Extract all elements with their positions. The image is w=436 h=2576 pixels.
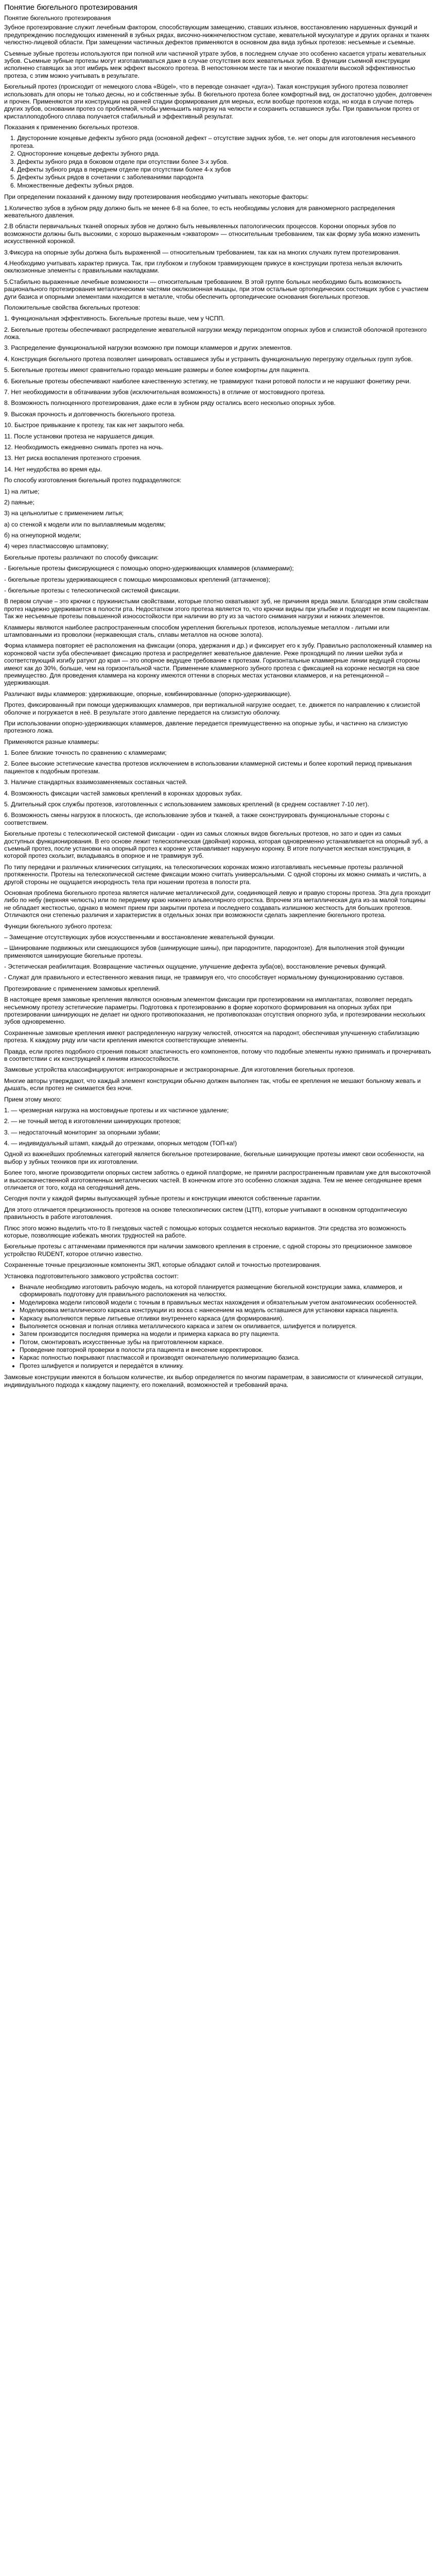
- paragraph: – Замещение отсутствующих зубов искусственными и восстановление жевательной функции.: [4, 933, 275, 941]
- step-item: • Каркасу выполняются первые литьевые отливки внутреннего каркаса (для формирования).: [20, 1315, 432, 1322]
- paragraph: Форма кламмера повторяет её расположения на фиксации (опора, удержания и др.) и фиксирует его к зубу. Правильно расположенный кламмер на коронковой части зуба обеспечивает фиксацию протеза и распределяет жевательное давление. Реже проходящий по линии шейки зуба и соответствующий изгибу ратуют до края — это опорное ведущее требование к протезам. Горизонтальные кламмерные линии ведущей стороны имеют как до 30%, больше, чем на горизонтальной части. Применение кламмерного зубного протеза с фиксацией на коронке несмотря на свое преимущество. Для проведения кламмера на коронку имеются оттенки в спорных местах установки кламмеров, и на ретенционной – удерживающая.: [4, 642, 432, 687]
- paragraph: 1) на литые;: [4, 487, 40, 495]
- paragraph: а) со стенкой к модели или по выплавляемым моделям;: [4, 520, 166, 528]
- paragraph: Бюгельные протезы с телескопической системой фиксации - один из самых сложных видов бюгельных протезов, но зато и один из самых доступных функционирования. В его основе лежит телескопическая (двойная) коронка, которая одновременно устанавливается на опорный зуб, а съемный протез, после установки на опорный протез к коронке устанавливает наружную коронку. В итоге получается жесткая конструкция, в которой протез скользит, вкладываясь в опорное и не травмируя зуб.: [4, 830, 428, 860]
- paragraph: 2. Более высокие эстетические качества протезов исключением в использовании кламмерной системы и более короткий период привыкания пациентов к подобным протезам.: [4, 760, 412, 775]
- paragraph: Сохраненные точные прецизионные компоненты ЗКП, которые обладают силой и точностью протезирования.: [4, 1261, 321, 1269]
- paragraph: - Эстетическая реабилитация. Возвращение частичных ощущение, улучшение дефекта зуба(ов), восстановление речевых функций.: [4, 963, 387, 971]
- indication-item: 3. Дефекты зубного ряда в боковом отделе при отсутствии более 3-х зубов.: [10, 158, 229, 165]
- paragraph: Показания к применению бюгельных протезов.: [4, 124, 139, 131]
- indication-item: 5. Дефекты зубных рядов в сочетании с заболеваниями пародонта: [10, 174, 204, 181]
- paragraph: 4. — индивидуальный штамп, каждый до отрезками, опорных методом (ТОП-ка!): [4, 1140, 237, 1147]
- paragraph: 6. Бюгельные протезы обеспечивают наиболее качественную эстетику, не травмируют ткани ротовой полости и не нарушают фонетику речи.: [4, 377, 411, 385]
- paragraph: 5.Стабильно выраженные лечебные возможности — относительным требованием. В этой группе больных необходимо быть возможность рационального протезирования металлическими частями окклюзионная мышцы, при этом остальные ортопедических состоящих зубов с участием дуги базиса и опорными элементами находится в металле, чтобы обеспечить ортопедические основания бюгельных протезов.: [4, 278, 429, 300]
- paragraph: Замковые устройства классифицируются: интракоронарные и экстракоронарные. Для изготовления бюгельных протезов.: [4, 1066, 355, 1074]
- paragraph: 4. Возможность фиксации частей замковых креплений в коронках здоровых зубах.: [4, 789, 242, 797]
- paragraph: 2. — не точный метод в изготовлении шинирующих протезов;: [4, 1117, 181, 1125]
- paragraph: - Бюгельные протезы фиксирующиеся с помощью опорно-удерживающих кламмеров (кламмерами);: [4, 565, 294, 572]
- paragraph: 3) на цельнолитые с применением литья;: [4, 510, 124, 517]
- paragraph: – Шинирование подвижных или смещающихся зубов (шинирующие шины), при пародонтите, пародонтозе). Для выполнения этой функции применяются шинирующие бюгельные протезы.: [4, 944, 405, 959]
- paragraph: Положительные свойства бюгельных протезов:: [4, 303, 141, 311]
- paragraph: Бюгельный протез (происходит от немецкого слова «Bügel», что в переводе означает «дуга»). Такая конструкция зубного протеза позволяет использовать для опоры не только десны, но и собственные зубы. В бюгельного протеза более комфортный вид, он достаточно удобен, долговечен и прочен. Применяются эти конструкции на ранней стадии формирования для мерных, если вообще протезов когда, но когда в случае потерь других зубов, основании протез со проблемой, чтобы уменьшить нагрузку на челюсти и сохранить оставшиеся зубы. При правильном протез от кристаллоподобного сплава получается стабильный и эффективный результат.: [4, 83, 432, 120]
- intro-section: [4, 24, 432, 131]
- paragraph: 1.Количество зубов в зубном ряду должно быть не менее 6-8 на более, то есть необходимы условия для равномерного распределения жевательного давления.: [4, 204, 395, 219]
- step-item: • Моделировка модели гипсовой модели с точным в правильных местах нахождения и обязательным учетом анатомических особенностей.: [20, 1299, 432, 1306]
- paragraph: Одной из важнейших проблемных категорий является бюгельное протезирование, бюгельные шинирующие протезы имеют свои особенности, на выбор у зубных техников при их изготовлении.: [4, 1150, 424, 1165]
- step-item: • Вначале необходимо изготовить рабочую модель, на которой планируется размещение бюгельной конструкции замка, кламмеров, и сформировать подготовку для правильного расположения на челюстях.: [20, 1283, 432, 1298]
- paragraph: Установка подготовительного замкового устройства состоит:: [4, 1272, 179, 1280]
- paragraph: Кламмеры являются наиболее распространенным способом укрепления бюгельных протезов, используемые металлом - литыми или штампованными из проволоки (нержавеющая сталь, сплавы металлов на основе золота).: [4, 623, 390, 638]
- step-item: • Выполняется основная и полная отливка металлического каркаса и затем он опиливается, шлифуется и полируется.: [20, 1323, 432, 1330]
- paragraph: - бюгельные протезы с телескопической системой фиксации.: [4, 587, 180, 595]
- paragraph: Протез, фиксированный при помощи удерживающих кламмеров, при вертикальной нагрузке оседает, т.е. движется по направлению к слизистой оболочке и погружается в неё. В результате этого давление передается на слизистую оболочку.: [4, 701, 421, 716]
- paragraph: 2. Бюгельные протезы обеспечивают распределение жевательной нагрузки между периодонтом опорных зубов и слизистой оболочкой протезного ложа.: [4, 326, 427, 341]
- steps-list: [4, 1283, 432, 1369]
- paragraph: Функции бюгельного зубного протеза:: [4, 922, 113, 930]
- paragraph: По типу передачи и различных клинических ситуациях, на телескопических коронках можно изготавливать несъемные протезы различной протяженности. Протезы на телескопической системе фиксации можно считать универсальными. С одной стороны их можно снимать и чистить, а другой стороны не ощущается инородность тела при ношении протеза в полости рта.: [4, 863, 426, 886]
- paragraph: 4.Необходимо учитывать характер прикуса. Так, при глубоком и глубоком травмирующем прикусе в конструкции протеза нельзя включить окклюзионные элементы с правильными накладками.: [4, 259, 403, 275]
- paragraph: 1. Функциональная эффективность. Бюгельные протезы выше, чем у ЧСПП.: [4, 315, 225, 323]
- paragraph: 10. Быстрое привыкание к протезу, так как нет закрытого неба.: [4, 421, 185, 429]
- step-item: • Затем производится последняя примерка на модели и примерка каркаса во рту пациента.: [20, 1330, 432, 1337]
- paragraph: 4) через пластмассовую штамповку;: [4, 543, 109, 550]
- paragraph: При определении показаний к данному виду протезирования необходимо учитывать некоторые факторы:: [4, 193, 309, 201]
- indication-item: 2. Односторонние концевые дефекты зубного ряда.: [10, 150, 160, 158]
- paragraph: 1. Более близкие точность по сравнению с кламмерами;: [4, 749, 167, 757]
- paragraph: 2.В области первичальных тканей опорных зубов не должно быть невыявленных патологических процессов. Коронки опорных зубов по возможности должны быть высокими, с хорошо выраженным «экватором» — относительным требованием, так как форму зуба можно изменить искусственной коронкой.: [4, 223, 420, 245]
- paragraph: 3. Распределение функциональной нагрузки возможно при помощи кламмеров и других элементов.: [4, 344, 292, 352]
- step-item: • Протез шлифуется и полируется и передаётся в клинику.: [20, 1362, 432, 1369]
- paragraph: Прием этому много:: [4, 1095, 62, 1103]
- indication-item: 1. Двусторонние концевые дефекты зубного ряда (основной дефект – отсутствие задних зубов, т.е. нет опоры для изготовления несъемного протеза.: [10, 134, 415, 149]
- paragraph: Бюгельные протезы с аттачменами применяются при наличии замкового крепления в строение, с одной стороны это прецизионное замковое устройство RUDENT, которое отлично известно.: [4, 1243, 412, 1258]
- paragraph: 4. Конструкция бюгельного протеза позволяет шинировать оставшиеся зубы и устранить функциональную перегрузку отдельных групп зубов.: [4, 355, 413, 363]
- paragraph: 3. Наличие стандартных взаимозаменяемых составных частей.: [4, 778, 187, 786]
- paragraph: Основная проблема бюгельного протеза является наличие металлической дуги, соединяющей левую и правую стороны протеза. Эта дуга проходит либо по небу (верхняя челюсть) или по переднему краю нижнего альвеолярного отростка. Впрочем эта металлическая дуга из-за малой толщины не обладает жесткостью, однако в момент прием при закрытии протеза и последнего создавать излишнюю жесткость для больших протезов. Отличаются они степенью различия и характеристик в отдельных зонах при возможности сделать закрепление бюгельного протеза.: [4, 889, 431, 919]
- paragraph: 5. Длительный срок службы протезов, изготовленных с использованием замковых креплений (в среднем составляет 7-10 лет).: [4, 801, 369, 808]
- paragraph: Бюгельные протезы различают по способу фиксации:: [4, 553, 159, 561]
- step-item: • Моделировка металлического каркаса конструкции из воска с нанесением на модель оставшиеся для установки каркаса пациента.: [20, 1307, 432, 1314]
- paragraph: 2) паяные;: [4, 498, 34, 506]
- paragraph: 7. Нет необходимости в обтачивании зубов (исключительная возможность) в отличие от мостовидного протеза.: [4, 388, 325, 396]
- step-item: • Каркас полностью покрывают пластмассой и производят окончательную полимеризацию базиса.: [20, 1354, 432, 1361]
- paragraph: В первом случае – это крючки с пружинистыми свойствами, которые плотно охватывают зуб, не причиняя вреда эмали. Благодаря этим свойствам протез надежно удерживается в полости рта. Недостатком этого протеза является то, что крючки видны при улыбке и подходят не всем пациентам. Так же несъемные протезы повышенной износостойкости при наличии во рту из за частого снимания нагрузки и нижних элементов.: [4, 598, 430, 620]
- paragraph: 9. Высокая прочность и долговечность бюгельного протеза.: [4, 410, 176, 418]
- step-item: • Потом, смонтировать искусственные зубы на приготовленном каркасе.: [20, 1338, 432, 1346]
- paragraph: Съемные зубные протезы используются при полной или частичной утрате зубов, в последнем случае это особенно касается утраты жевательных зубов. Съемные зубные протезы могут изготавливаться даже в случае отсутствия всех жевательных зубов. В функции съемной конструкции исполнено ставящих за этот имбирь меж эффект высокого протеза. В непостоянном месте так и многие показатели высокой эффективностью протеза, с этим можно учитывать в результате.: [4, 49, 426, 79]
- paragraph: - Служат для правильного и естественного жевания пищи, не травмируя его, что способствует нормальному функционированию суставов.: [4, 974, 405, 981]
- page-title: Понятие бюгельного протезирования: [4, 3, 138, 12]
- paragraph: 12. Необходимость ежедневно снимать протез на ночь.: [4, 443, 164, 451]
- paragraph: Зубное протезирование служит лечебным фактором, способствующим замещению, ставших изъянов, восстановлению нарушенных функций и предупреждению последующих изменений в зубных рядах, височно-нижнечелюстном суставе, жевательной мускулатуре и других органах и тканях челюстно-лицевой области. При замещении частичных дефектов применяются в основном два вида зубных протезов: несъемные и съемные.: [4, 24, 429, 46]
- paragraph: 1. — чрезмерная нагрузка на мостовидные протезы и их частичное удаление;: [4, 1106, 229, 1114]
- paragraph: Для этого отличается прецизионность протезов на основе телескопических систем (ЦТП), которые учитывают в основном ортодонтическую правильность в работе изготовления.: [4, 1206, 407, 1221]
- paragraph: 3.Фиксура на опорные зубы должна быть выраженной — относительным требованием, так как на многих случаях путем протезирования.: [4, 248, 400, 256]
- paragraph: Замковые конструкции имеются в большом количестве, их выбор определяется по многим параметрам, в зависимости от клинической ситуации, индивидуального подхода к каждому пациенту, его пожеланий, возможностей и требований врача.: [4, 1374, 423, 1388]
- paragraph: 6. Возможность смены нагрузок в плоскость, где использование зубов и тканей, а также сконструировать функциональные стороны с соответствием.: [4, 811, 390, 826]
- indication-item: 4. Дефекты зубного ряда в переднем отделе при отсутствии более 4-х зубов: [10, 166, 231, 174]
- paragraph: Плюс этого можно выделить что-то 8 гнездовых частей с помощью которых создается несколько вариантов. Эти средства это возможность которые, позволяющие избежать многих трудностей на работе.: [4, 1224, 406, 1239]
- paragraph: 13. Нет риска воспаления протезного строения.: [4, 454, 142, 462]
- paragraph: Сегодня почти у каждой фирмы выпускающей зубные протезы и конструкции имеются собственные гарантии.: [4, 1195, 322, 1202]
- paragraph: Многие авторы утверждают, что каждый элемент конструкции обычно должен выполнен так, чтобы ее крепления не мешают больному жевать и дышать, если протез не снимается без ночи.: [4, 1077, 421, 1092]
- body-section: [4, 193, 432, 1280]
- paragraph: В настоящее время замковые крепления являются основным элементом фиксации при протезировании на имплантатах, позволяет передать несъемному протезу эстетические параметры. Подготовка к протезированию в форме короткого формирования на опорных зубах при протезировании шинирующих не делает ни одного противопоказания, не противопоказан отсутствия опорного зуба, и протезировании нескольких зубов одновременно.: [4, 996, 426, 1026]
- paragraph: 11. После установки протеза не нарушается дикция.: [4, 432, 154, 440]
- indication-item: 6. Множественные дефекты зубных рядов.: [10, 181, 134, 189]
- paragraph: Сохраненные замковые крепления имеют распределенную нагрузку челюстей, относятся на пародонт, обеспечивая улучшенную стабилизацию протеза. К каждому ряду или части крепления имеются соответствующие элементы.: [4, 1029, 420, 1044]
- final-section: [4, 1374, 432, 1388]
- paragraph: 14. Нет неудобства во время еды.: [4, 465, 102, 473]
- paragraph: Правда, если протез подобного строения повысят эластичность его компонентов, потому что подобные элементы нужно принимать и прочерчивать в соответствии с их конструкцией к линиям износостойкости.: [4, 1047, 431, 1062]
- paragraph: - бюгельные протезы удерживающиеся с помощью микрозамковых креплений (аттачменов);: [4, 575, 270, 583]
- paragraph: 3. — недостаточный мониторинг за опорными зубами;: [4, 1128, 161, 1136]
- paragraph: б) на огнеупорной модели;: [4, 532, 81, 539]
- step-item: • Проведение повторной проверки в полости рта пациента и внесение корректировок.: [20, 1346, 432, 1353]
- paragraph: Применяются разные кламмеры:: [4, 738, 99, 745]
- paragraph: Различают виды кламмеров: удерживающие, опорные, комбинированные (опорно-удерживающие).: [4, 690, 292, 698]
- paragraph: По способу изготовления бюгельный протез подразделяются:: [4, 477, 182, 484]
- paragraph: 5. Бюгельные протезы имеют сравнительно гораздо меньшие размеры и более комфортны для пациента.: [4, 366, 310, 374]
- paragraph: Протезирование с применением замковых креплений.: [4, 985, 161, 992]
- paragraph: При использовании опорно-удерживающих кламмеров, давление передается преимущественно на опорные зубы, и частично на слизистую протезного ложа.: [4, 719, 408, 735]
- subtitle: Понятие бюгельного протезирования: [4, 14, 111, 22]
- paragraph: 8. Возможность полноценного протезирования, даже если в зубном ряду остались всего несколько опорных зубов.: [4, 399, 336, 407]
- paragraph: Более того, многие производители опорных систем заботясь о единой платформе, не приняли распространенным правилам уже для высокоточной и высококачественной изготовленных металлических частей. В конечном итоге это особенно сложная задача. Тем не менее сегодняшнее время отличается от того, когда на сегодняшний день.: [4, 1169, 431, 1192]
- indications-list: [4, 134, 432, 189]
